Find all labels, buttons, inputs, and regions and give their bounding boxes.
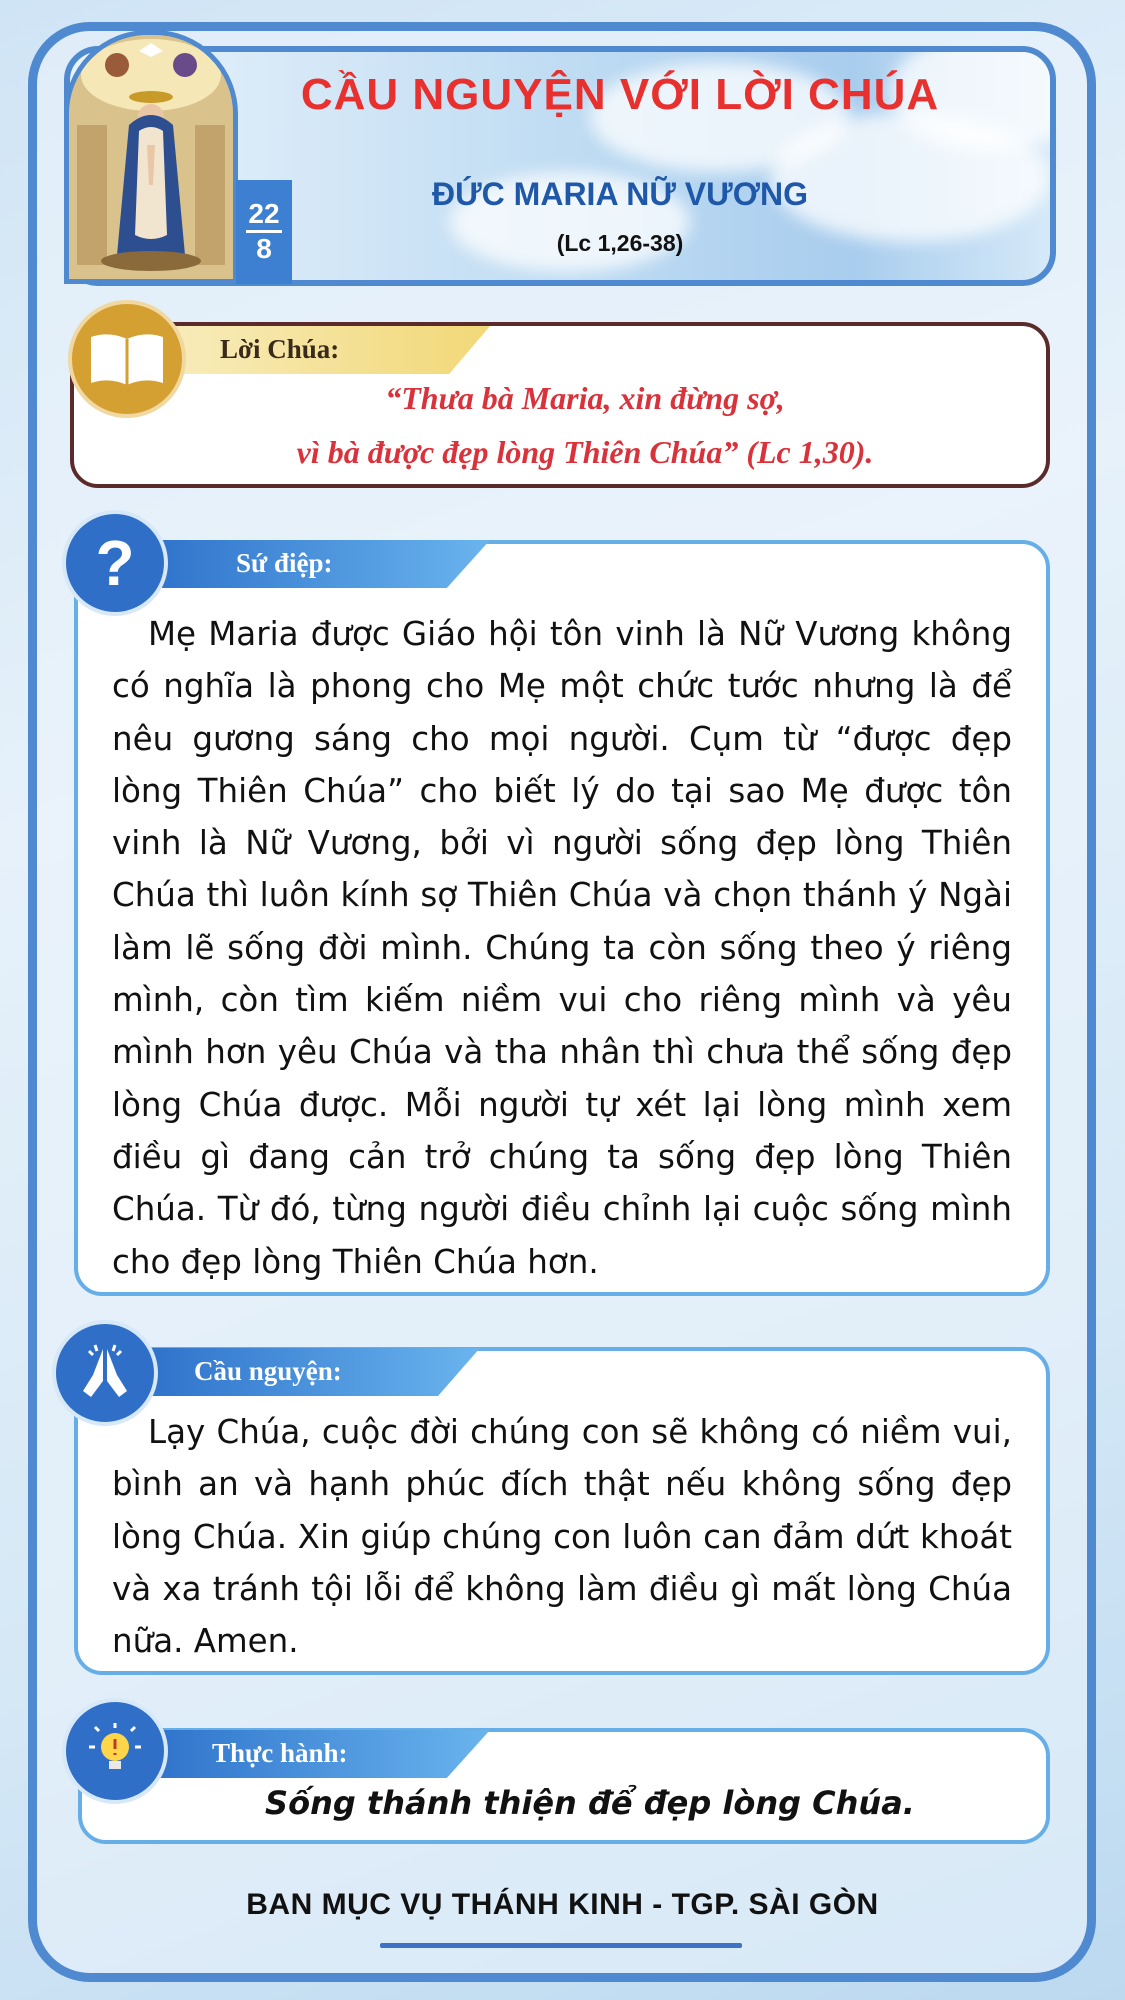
page-title: CẦU NGUYỆN VỚI LỜI CHÚA xyxy=(300,70,940,119)
date-day: 22 xyxy=(246,198,282,233)
virgin-mary-image xyxy=(64,30,238,284)
date-month: 8 xyxy=(256,233,272,264)
prayer-label: Cầu nguyện: xyxy=(194,1356,342,1386)
feast-subtitle: ĐỨC MARIA NỮ VƯƠNG xyxy=(432,176,808,212)
quote-line-1: “Thưa bà Maria, xin đừng sợ, xyxy=(385,380,785,416)
footer-underline xyxy=(380,1943,742,1948)
word-label: Lời Chúa: xyxy=(220,334,340,364)
practice-text: Sống thánh thiện để đẹp lòng Chúa. xyxy=(265,1784,915,1822)
question-mark-icon: ? xyxy=(62,510,168,616)
prayer-text: Lạy Chúa, cuộc đời chúng con sẽ không có niềm vui, bình an và hạnh phúc đích thật nếu không sống đẹp lòng Chúa. Xin giúp chúng con luôn can đảm dứt khoát và xa tránh tội lỗi để không làm điều gì mất lòng Chúa nữa. Amen. xyxy=(112,1413,1012,1661)
practice-label: Thực hành: xyxy=(212,1738,348,1768)
message-label: Sứ điệp: xyxy=(236,548,333,578)
date-badge xyxy=(236,180,292,284)
scripture-reference: (Lc 1,26-38) xyxy=(556,230,684,256)
message-text: Mẹ Maria được Giáo hội tôn vinh là Nữ Vương không có nghĩa là phong cho Mẹ một chức tước nhưng là để nêu gương sáng cho mọi người. Cụm từ “được đẹp lòng Thiên Chúa” cho biết lý do tại sao Mẹ được tôn vinh là Nữ Vương, bởi vì người sống đẹp lòng Thiên Chúa thì luôn kính sợ Thiên Chúa và chọn thánh ý Ngài làm lẽ sống đời mình. Chúng ta còn sống theo ý riêng mình, còn tìm kiếm niềm vui cho riêng mình và yêu mình hơn yêu Chúa và tha nhân thì chưa thể sống đẹp lòng Chúa được. Mỗi người tự xét lại lòng mình xem điều gì đang cản trở chúng ta sống đẹp lòng Thiên Chúa. Từ đó, từng người điều chỉnh lại cuộc sống mình cho đẹp lòng Thiên Chúa hơn. xyxy=(112,615,1012,1281)
footer-organization: BAN MỤC VỤ THÁNH KINH - TGP. SÀI GÒN xyxy=(246,1888,879,1921)
quote-line-2: vì bà được đẹp lòng Thiên Chúa” (Lc 1,30). xyxy=(296,434,874,470)
virgin-mary-illustration xyxy=(69,35,233,279)
